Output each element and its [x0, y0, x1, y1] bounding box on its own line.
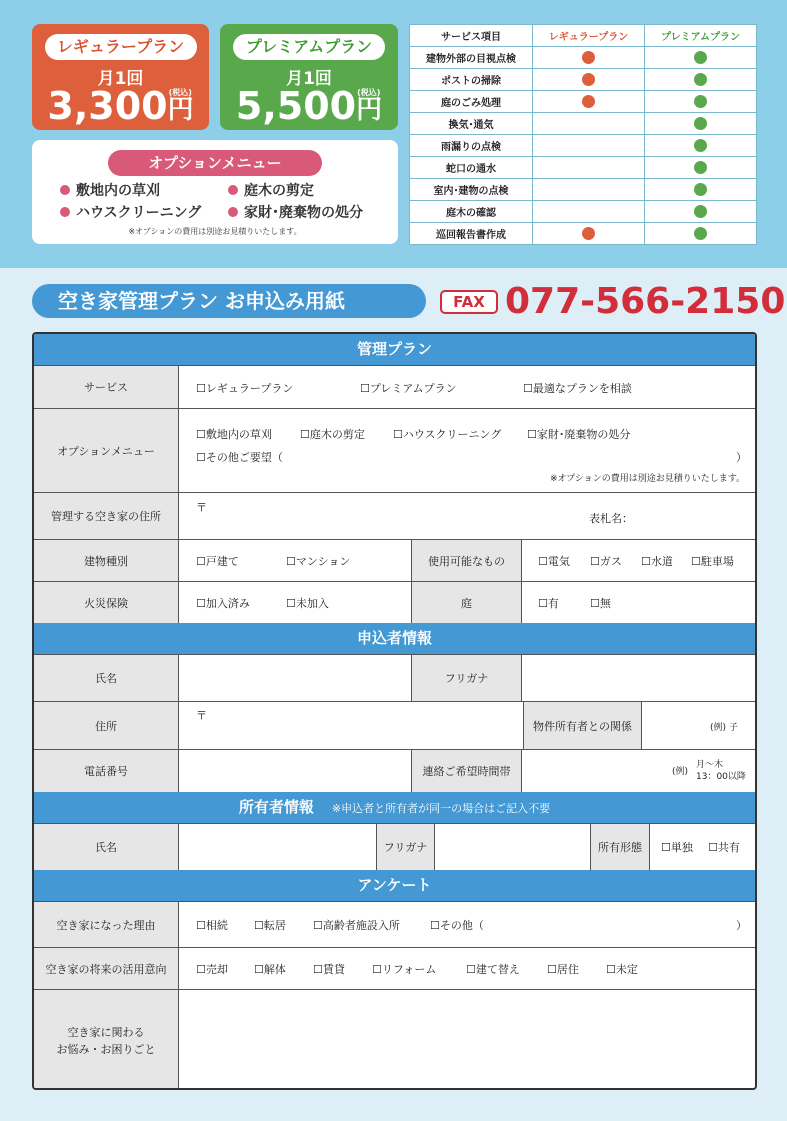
regular-plan-yen: (税込) 円 — [167, 88, 194, 125]
service-item-cell: ポストの掃除 — [410, 69, 533, 91]
usable-checkbox[interactable]: ☐ 駐車場 — [691, 553, 734, 569]
form-row-worries — [34, 989, 755, 1090]
regular-plan-name: レギュラープラン — [45, 34, 197, 60]
premium-plan-price-value: 5,500 — [235, 84, 357, 128]
worries-textarea[interactable] — [180, 990, 755, 1090]
reason-checkbox[interactable]: ☐ 相続 — [196, 917, 228, 933]
service-item-cell: 蛇口の通水 — [410, 157, 533, 179]
premium-cell — [645, 69, 757, 91]
regular-plan-card — [32, 24, 209, 130]
postal-mark: 〒 — [196, 501, 207, 514]
included-dot-icon — [582, 95, 595, 108]
usable-checkbox[interactable]: ☐ 電気 — [538, 553, 570, 569]
regular-cell — [533, 47, 645, 69]
form-row-applicant-name — [34, 654, 755, 701]
regular-cell — [533, 179, 645, 201]
included-dot-icon — [694, 205, 707, 218]
bullet-dot-icon — [60, 207, 70, 217]
phone-input[interactable] — [180, 750, 410, 792]
future-checkbox[interactable]: ☐ リフォーム — [372, 961, 436, 977]
contact-example-prefix: (例) — [672, 767, 689, 777]
building-checkbox[interactable]: ☐ マンション — [286, 553, 350, 569]
service-label: サービス — [34, 366, 179, 408]
owner-furigana-label: フリガナ — [376, 824, 435, 870]
application-form — [32, 332, 757, 1090]
garden-checkbox[interactable]: ☐ 無 — [590, 595, 611, 611]
postal-mark: 〒 — [196, 709, 207, 722]
property-address-input[interactable] — [180, 493, 755, 539]
service-item-cell: 建物外部の目視点検 — [410, 47, 533, 69]
premium-cell — [645, 47, 757, 69]
relation-label: 物件所有者との関係 — [523, 702, 642, 749]
owner-section-note: ※申込者と所有者が同一の場合はご記入不要 — [331, 802, 551, 815]
regular-cell — [533, 69, 645, 91]
garden-label: 庭 — [411, 582, 522, 623]
service-item-cell: 巡回報告書作成 — [410, 223, 533, 245]
reason-checkbox[interactable]: ☐ その他（ — [430, 917, 484, 933]
property-address-label: 管理する空き家の住所 — [34, 493, 179, 539]
building-type-label: 建物種別 — [34, 540, 179, 581]
worries-label-line1: 空き家に関わる — [67, 1026, 145, 1039]
form-row-building — [34, 539, 755, 581]
service-checkbox[interactable]: ☐ 最適なプランを相談 — [523, 380, 632, 396]
table-header: レギュラープラン — [533, 25, 645, 47]
fax-label: FAX — [440, 290, 498, 314]
section-header-owner — [34, 792, 755, 823]
future-checkbox[interactable]: ☐ 賃貸 — [313, 961, 345, 977]
included-dot-icon — [694, 161, 707, 174]
contact-time-label: 連絡ご希望時間帯 — [411, 750, 522, 792]
future-checkbox[interactable]: ☐ 未定 — [606, 961, 638, 977]
service-comparison-table — [409, 24, 757, 245]
form-row-options — [34, 408, 755, 492]
premium-cell — [645, 179, 757, 201]
included-dot-icon — [694, 183, 707, 196]
table-header: プレミアムプラン — [645, 25, 757, 47]
applicant-name-input[interactable] — [180, 655, 410, 701]
building-checkbox[interactable]: ☐ 戸建て — [196, 553, 239, 569]
top-panel — [0, 0, 787, 268]
relation-example: (例) 子 — [710, 723, 738, 733]
premium-plan-name: プレミアムプラン — [233, 34, 385, 60]
included-dot-icon — [694, 95, 707, 108]
option-other-checkbox[interactable]: ☐ その他ご要望（ — [196, 449, 283, 465]
future-checkbox[interactable]: ☐ 解体 — [254, 961, 286, 977]
premium-plan-price — [220, 84, 398, 128]
option-item: ハウスクリーニング — [60, 202, 201, 222]
option-menu-note: ※オプションの費用は別途お見積りいたします。 — [128, 227, 302, 236]
owner-name-label: 氏名 — [34, 824, 179, 870]
table-row — [410, 201, 757, 223]
premium-plan-yen: (税込) 円 — [356, 88, 383, 125]
service-item-cell: 雨漏りの点検 — [410, 135, 533, 157]
worries-label-line2: お悩み・お困りごと — [56, 1043, 156, 1056]
premium-cell — [645, 201, 757, 223]
service-item-cell: 室内･建物の点検 — [410, 179, 533, 201]
form-row-future — [34, 947, 755, 989]
service-item-cell: 庭木の確認 — [410, 201, 533, 223]
insurance-checkbox[interactable]: ☐ 未加入 — [286, 595, 329, 611]
applicant-address-label: 住所 — [34, 702, 179, 749]
section-header-applicant: 申込者情報 — [34, 623, 755, 654]
applicant-furigana-label: フリガナ — [411, 655, 522, 701]
table-row — [410, 69, 757, 91]
bullet-dot-icon — [60, 185, 70, 195]
premium-cell — [645, 223, 757, 245]
premium-cell — [645, 135, 757, 157]
option-fee-note: ※オプションの費用は別途お見積りいたします。 — [550, 474, 746, 484]
premium-cell — [645, 91, 757, 113]
usable-checkbox[interactable]: ☐ ガス — [590, 553, 622, 569]
premium-cell — [645, 157, 757, 179]
ownership-checkbox[interactable]: ☐ 共有 — [708, 839, 740, 855]
option-menu-title: オプションメニュー — [108, 150, 322, 176]
included-dot-icon — [694, 139, 707, 152]
option-checkbox[interactable]: ☐ 敷地内の草刈 — [196, 426, 272, 442]
premium-cell — [645, 113, 757, 135]
section-header-plan: 管理プラン — [34, 334, 755, 365]
form-row-applicant-address — [34, 701, 755, 749]
regular-cell — [533, 91, 645, 113]
form-row-service — [34, 365, 755, 408]
form-row-phone — [34, 749, 755, 792]
form-row-address — [34, 492, 755, 539]
form-row-reason — [34, 901, 755, 947]
included-dot-icon — [694, 51, 707, 64]
service-checkbox[interactable]: ☐ レギュラープラン — [196, 380, 293, 396]
future-checkbox[interactable]: ☐ 売却 — [196, 961, 228, 977]
fax-number: 077-566-2150 — [505, 281, 786, 322]
phone-label: 電話番号 — [34, 750, 179, 792]
table-row — [410, 223, 757, 245]
paren-close: ） — [736, 451, 747, 464]
table-row — [410, 135, 757, 157]
owner-section-title: 所有者情報 — [238, 798, 314, 816]
worries-label — [34, 990, 179, 1090]
bullet-dot-icon — [228, 185, 238, 195]
service-item-cell: 換気･通気 — [410, 113, 533, 135]
reason-checkbox[interactable]: ☐ 高齢者施設入所 — [313, 917, 400, 933]
ownership-checkbox[interactable]: ☐ 単独 — [661, 839, 693, 855]
regular-cell — [533, 201, 645, 223]
regular-plan-frequency: 月1回 — [97, 69, 144, 89]
option-checkbox[interactable]: ☐ ハウスクリーニング — [393, 426, 501, 442]
regular-cell — [533, 135, 645, 157]
form-row-owner — [34, 823, 755, 870]
applicant-name-label: 氏名 — [34, 655, 179, 701]
table-row — [410, 91, 757, 113]
included-dot-icon — [582, 73, 595, 86]
option-checkbox[interactable]: ☐ 庭木の剪定 — [300, 426, 365, 442]
future-use-label: 空き家の将来の活用意向 — [34, 948, 179, 989]
option-item: 家財･廃棄物の処分 — [228, 202, 363, 222]
form-row-insurance — [34, 581, 755, 623]
section-header-survey: アンケート — [34, 870, 755, 901]
contact-example-time: 13：00以降 — [696, 772, 746, 782]
owner-furigana-input[interactable] — [436, 824, 590, 870]
regular-cell — [533, 223, 645, 245]
table-header: サービス項目 — [410, 25, 533, 47]
contact-example-days: 月～木 — [696, 760, 724, 770]
table-row — [410, 47, 757, 69]
garden-checkbox[interactable]: ☐ 有 — [538, 595, 559, 611]
included-dot-icon — [582, 227, 595, 240]
nameplate-label: 表札名： — [589, 512, 633, 525]
option-item: 庭木の剪定 — [228, 180, 314, 200]
regular-cell — [533, 113, 645, 135]
included-dot-icon — [694, 117, 707, 130]
regular-plan-tax: (税込) — [168, 88, 192, 97]
usable-checkbox[interactable]: ☐ 水道 — [641, 553, 673, 569]
table-row — [410, 113, 757, 135]
applicant-address-input[interactable] — [180, 702, 522, 749]
service-checkbox[interactable]: ☐ プレミアムプラン — [360, 380, 457, 396]
reason-checkbox[interactable]: ☐ 転居 — [254, 917, 286, 933]
regular-cell — [533, 157, 645, 179]
option-menu-label: オプションメニュー — [34, 409, 179, 492]
regular-plan-price-value: 3,300 — [47, 84, 168, 128]
option-item: 敷地内の草刈 — [60, 180, 160, 200]
applicant-furigana-input[interactable] — [523, 655, 755, 701]
future-checkbox[interactable]: ☐ 居住 — [547, 961, 579, 977]
insurance-checkbox[interactable]: ☐ 加入済み — [196, 595, 250, 611]
owner-name-input[interactable] — [180, 824, 376, 870]
premium-plan-card — [220, 24, 398, 130]
regular-plan-price — [32, 84, 209, 128]
table-row — [410, 179, 757, 201]
future-checkbox[interactable]: ☐ 建て替え — [466, 961, 520, 977]
included-dot-icon — [694, 73, 707, 86]
bullet-dot-icon — [228, 207, 238, 217]
form-title: 空き家管理プラン お申込み用紙 — [32, 284, 426, 318]
service-item-cell: 庭のごみ処理 — [410, 91, 533, 113]
ownership-label: 所有形態 — [590, 824, 650, 870]
included-dot-icon — [694, 227, 707, 240]
premium-plan-frequency: 月1回 — [286, 69, 332, 89]
option-checkbox[interactable]: ☐ 家財･廃棄物の処分 — [527, 426, 630, 442]
paren-close: ） — [736, 919, 747, 932]
included-dot-icon — [582, 51, 595, 64]
table-header-row — [410, 25, 757, 47]
fire-insurance-label: 火災保険 — [34, 582, 179, 623]
vacancy-reason-label: 空き家になった理由 — [34, 902, 179, 947]
premium-plan-tax: (税込) — [357, 88, 381, 97]
table-row — [410, 157, 757, 179]
option-menu-card — [32, 140, 398, 244]
usable-label: 使用可能なもの — [411, 540, 522, 581]
